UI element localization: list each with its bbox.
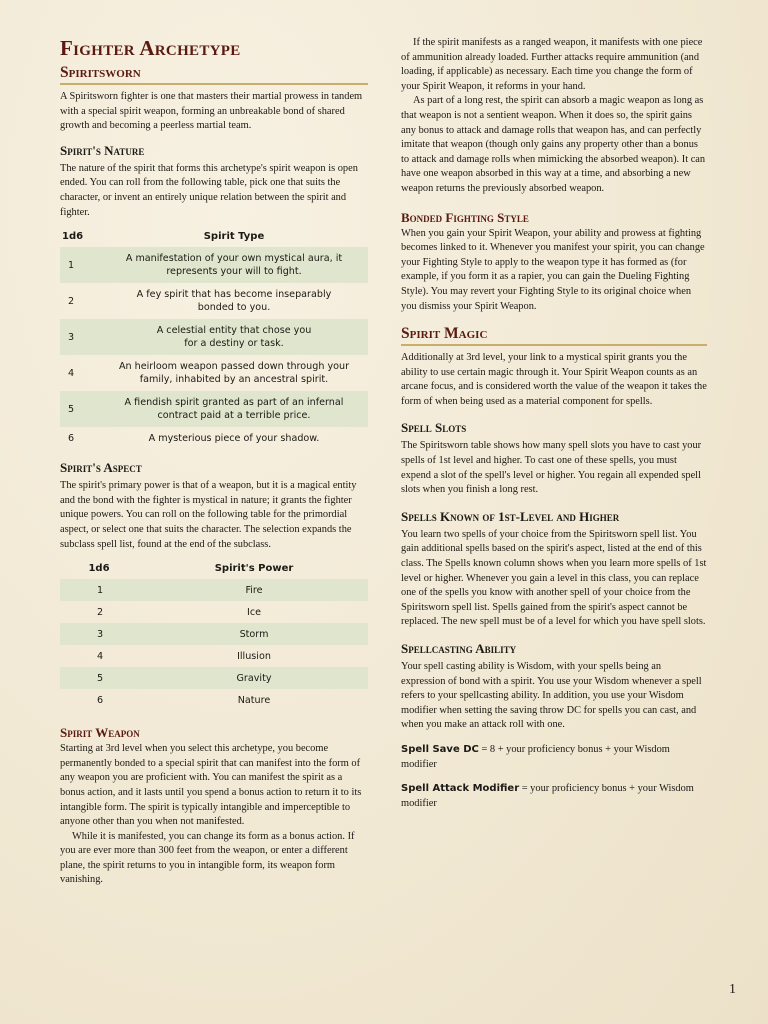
table-cell-roll: 5 — [60, 667, 140, 689]
table-row — [60, 623, 368, 645]
subheading-spell-slots: Spell Slots — [401, 420, 467, 436]
table-header-roll: 1d6 — [62, 231, 84, 243]
table-cell-roll: 4 — [68, 367, 75, 379]
table-cell-power: Nature — [237, 694, 271, 706]
spells-known-text: You learn two spells of your choice from the Spiritsworn spell list. You gain additional spells based on the spirit's aspect, listed at the end of this class. The Spells known column shows when you learn more spells of 1st level or higher. Whenever you gain a level in this class, you can replace one of the spells you know with another spell of your choice from the Spiritsworn spell list. Spells gained from the spirit's aspect cannot be replaced. The new spell must be of a level for which you have spell slots. — [401, 528, 707, 628]
section-heading-spirit-magic: Spirit Magic — [401, 325, 707, 346]
subheading-spirits-nature: Spirit's Nature — [60, 142, 145, 158]
table-cell-power: Storm — [140, 623, 368, 645]
table-cell-roll: 3 — [60, 319, 100, 355]
cell-line: for a destiny or task. — [184, 338, 284, 350]
cell-line: family, inhabited by an ancestral spirit. — [139, 374, 329, 386]
spell-save-dc-label: Spell Save DC — [401, 743, 479, 755]
spirit-weapon-p1: Starting at 3rd level when you select this archetype, you become permanently bonded to a special spirit that can manifest into the form of any weapon you are proficient with. You can manifest the spirit as a bonus action, and it lasts until you spend a bonus action to return it to its intangible form. The spirit is typically intangible and imperceptible to anyone other than you when not manifested. — [60, 743, 362, 828]
subheading-spirits-aspect: Spirit's Aspect — [60, 460, 142, 476]
spell-save-dc — [401, 743, 707, 772]
spirit-weapon-p2: While it is manifested, you can change its form as a bonus action. If you are ever more than 300 feet from the weapon, or enter a different plane, the spirit returns to you in intangible form, its weapon form vanishing. — [60, 830, 355, 886]
spirit-power-table — [60, 559, 368, 711]
spell-attack-modifier-label: Spell Attack Modifier — [401, 783, 520, 795]
table-row — [60, 391, 368, 427]
table-row — [60, 601, 368, 623]
table-header-spirit-type: Spirit Type — [203, 231, 265, 243]
left-column — [60, 36, 368, 888]
table-cell-roll: 5 — [60, 391, 100, 427]
table-row — [60, 247, 368, 283]
table-row — [60, 645, 368, 667]
page-number: 1 — [729, 982, 736, 997]
spell-save-dc-formula: = 8 + your proficiency bonus + your Wisdom modifier — [401, 743, 670, 770]
table-header-row — [60, 559, 368, 579]
spirit-type-table — [60, 227, 368, 449]
table-header-roll: 1d6 — [88, 563, 110, 575]
cell-line: contract paid at a terrible price. — [157, 410, 311, 422]
cell-line: bonded to you. — [197, 302, 271, 314]
spirits-aspect-text: The spirit's primary power is that of a weapon, but it is a magical entity and the bond with the fighter is mystical in nature; it grants the fighter unique powers. You can roll on the following table for the primordial aspect, or select one that suits the character. The selection expands the subclass spell list, found at the end of the subclass. — [60, 480, 357, 550]
cell-line: A manifestation of your own mystical aura, it — [125, 253, 343, 265]
spirit-magic-text: Additionally at 3rd level, your link to a mystical spirit grants you the ability to use certain magic through it. Your Spirit Weapon counts as an arcane focus, and is considered worth the value of the weapon it takes the form of when being used as a material component for spells. — [401, 352, 707, 407]
table-cell-power: Ice — [246, 606, 261, 618]
table-cell-roll: 4 — [96, 650, 104, 662]
table-cell-type — [100, 247, 368, 283]
table-cell-roll: 2 — [68, 295, 75, 307]
spirits-nature-text: The nature of the spirit that forms this archetype's spirit weapon is open ended. You can roll from the following table, pick one that suits the character, or invent an entirely unique relation between the spirit and fighter. — [60, 162, 358, 218]
spiritsworn-intro: A Spiritsworn fighter is one that masters their martial prowess in tandem with a special spirit weapon, forming an unbreakable bond of shared growth and becoming a peerless martial team. — [60, 91, 363, 132]
subheading-spirit-weapon: Spirit Weapon — [60, 725, 140, 741]
table-row — [60, 667, 368, 689]
table-cell-type — [100, 319, 368, 355]
table-cell-power: Fire — [140, 579, 368, 601]
spell-slots-text: The Spiritsworn table shows how many spell slots you have to cast your spells of 1st level and higher. To cast one of these spells, you must expend a slot of the spell's level or higher. You regain all expended spell slots when you finish a long rest. — [401, 440, 702, 496]
table-cell-roll: 2 — [96, 606, 104, 618]
subheading-spells-known: Spells Known of 1st-Level and Higher — [401, 508, 620, 524]
table-cell-roll: 1 — [60, 247, 100, 283]
table-cell-type — [100, 283, 368, 319]
page-title: Fighter Archetype — [60, 36, 241, 60]
table-row — [60, 283, 368, 319]
cell-line: A fiendish spirit granted as part of an infernal — [124, 397, 344, 409]
table-row — [60, 319, 368, 355]
spell-attack-modifier — [401, 782, 707, 811]
table-row — [60, 427, 368, 449]
table-row — [60, 355, 368, 391]
table-cell-type — [100, 355, 368, 391]
table-row — [60, 579, 368, 601]
subheading-bonded-fighting-style: Bonded Fighting Style — [401, 209, 529, 225]
table-row — [60, 689, 368, 711]
table-cell-roll: 6 — [68, 432, 75, 444]
cell-line: A celestial entity that chose you — [156, 325, 312, 337]
bonded-fighting-style-text: When you gain your Spirit Weapon, your ability and prowess at fighting becomes linked to it. Whenever you manifest your spirit, you can change your Fighting Style to apply to the weapon type it has formed as (for example, if you form it as a rapier, you can gain the Dueling Fighting Style). You may revert your Fighting Style to its original choice when you dismiss your Spirit Weapon. — [401, 227, 705, 312]
cell-line: An heirloom weapon passed down through your — [118, 361, 350, 373]
cell-line: A fey spirit that has become inseparably — [136, 289, 332, 301]
subheading-spellcasting-ability: Spellcasting Ability — [401, 641, 517, 656]
table-cell-roll: 6 — [96, 694, 104, 706]
table-cell-roll: 3 — [60, 623, 140, 645]
spirit-weapon-p4: As part of a long rest, the spirit can absorb a magic weapon as long as that weapon is not a sentient weapon. When it does so, the spirit gains any bonus to attack and damage rolls that weapon has, and can perfectly imitate that weapon (though only gains any property other than a bonus to attack and damage rolls when mimicking the absorbed weapon). It can have one weapon absorbed in this way at a time, and absorbing a new weapon returns the previously absorbed weapon. — [401, 95, 706, 194]
table-cell-roll: 1 — [60, 579, 140, 601]
table-header-spirit-power: Spirit's Power — [214, 563, 294, 575]
right-column — [401, 36, 707, 811]
table-cell-type — [100, 391, 368, 427]
spell-attack-modifier-formula: = your proficiency bonus + your Wisdom modifier — [401, 783, 694, 809]
cell-line: represents your will to fight. — [166, 266, 302, 278]
spellcasting-ability-text: Your spell casting ability is Wisdom, with your spells being an expression of bond with a spirit. You use your Wisdom whenever a spell refers to your spellcasting ability. In addition, you use your Wisdom modifier when setting the saving throw DC for spells you can cast, and when you make an attack roll with one. — [401, 661, 702, 731]
table-cell-power: Gravity — [140, 667, 368, 689]
table-header-row — [60, 227, 368, 247]
section-heading-spiritsworn: Spiritsworn — [60, 64, 368, 85]
spirit-weapon-p3: If the spirit manifests as a ranged weapon, it manifests with one piece of ammunition already loaded. Further attacks require ammunition (and loading, if applicable) as necessary. Each time you change the form of your Spirit Weapon, it reforms in your hand. — [401, 37, 703, 92]
table-cell-type: A mysterious piece of your shadow. — [148, 432, 320, 444]
table-cell-power: Illusion — [237, 650, 271, 662]
